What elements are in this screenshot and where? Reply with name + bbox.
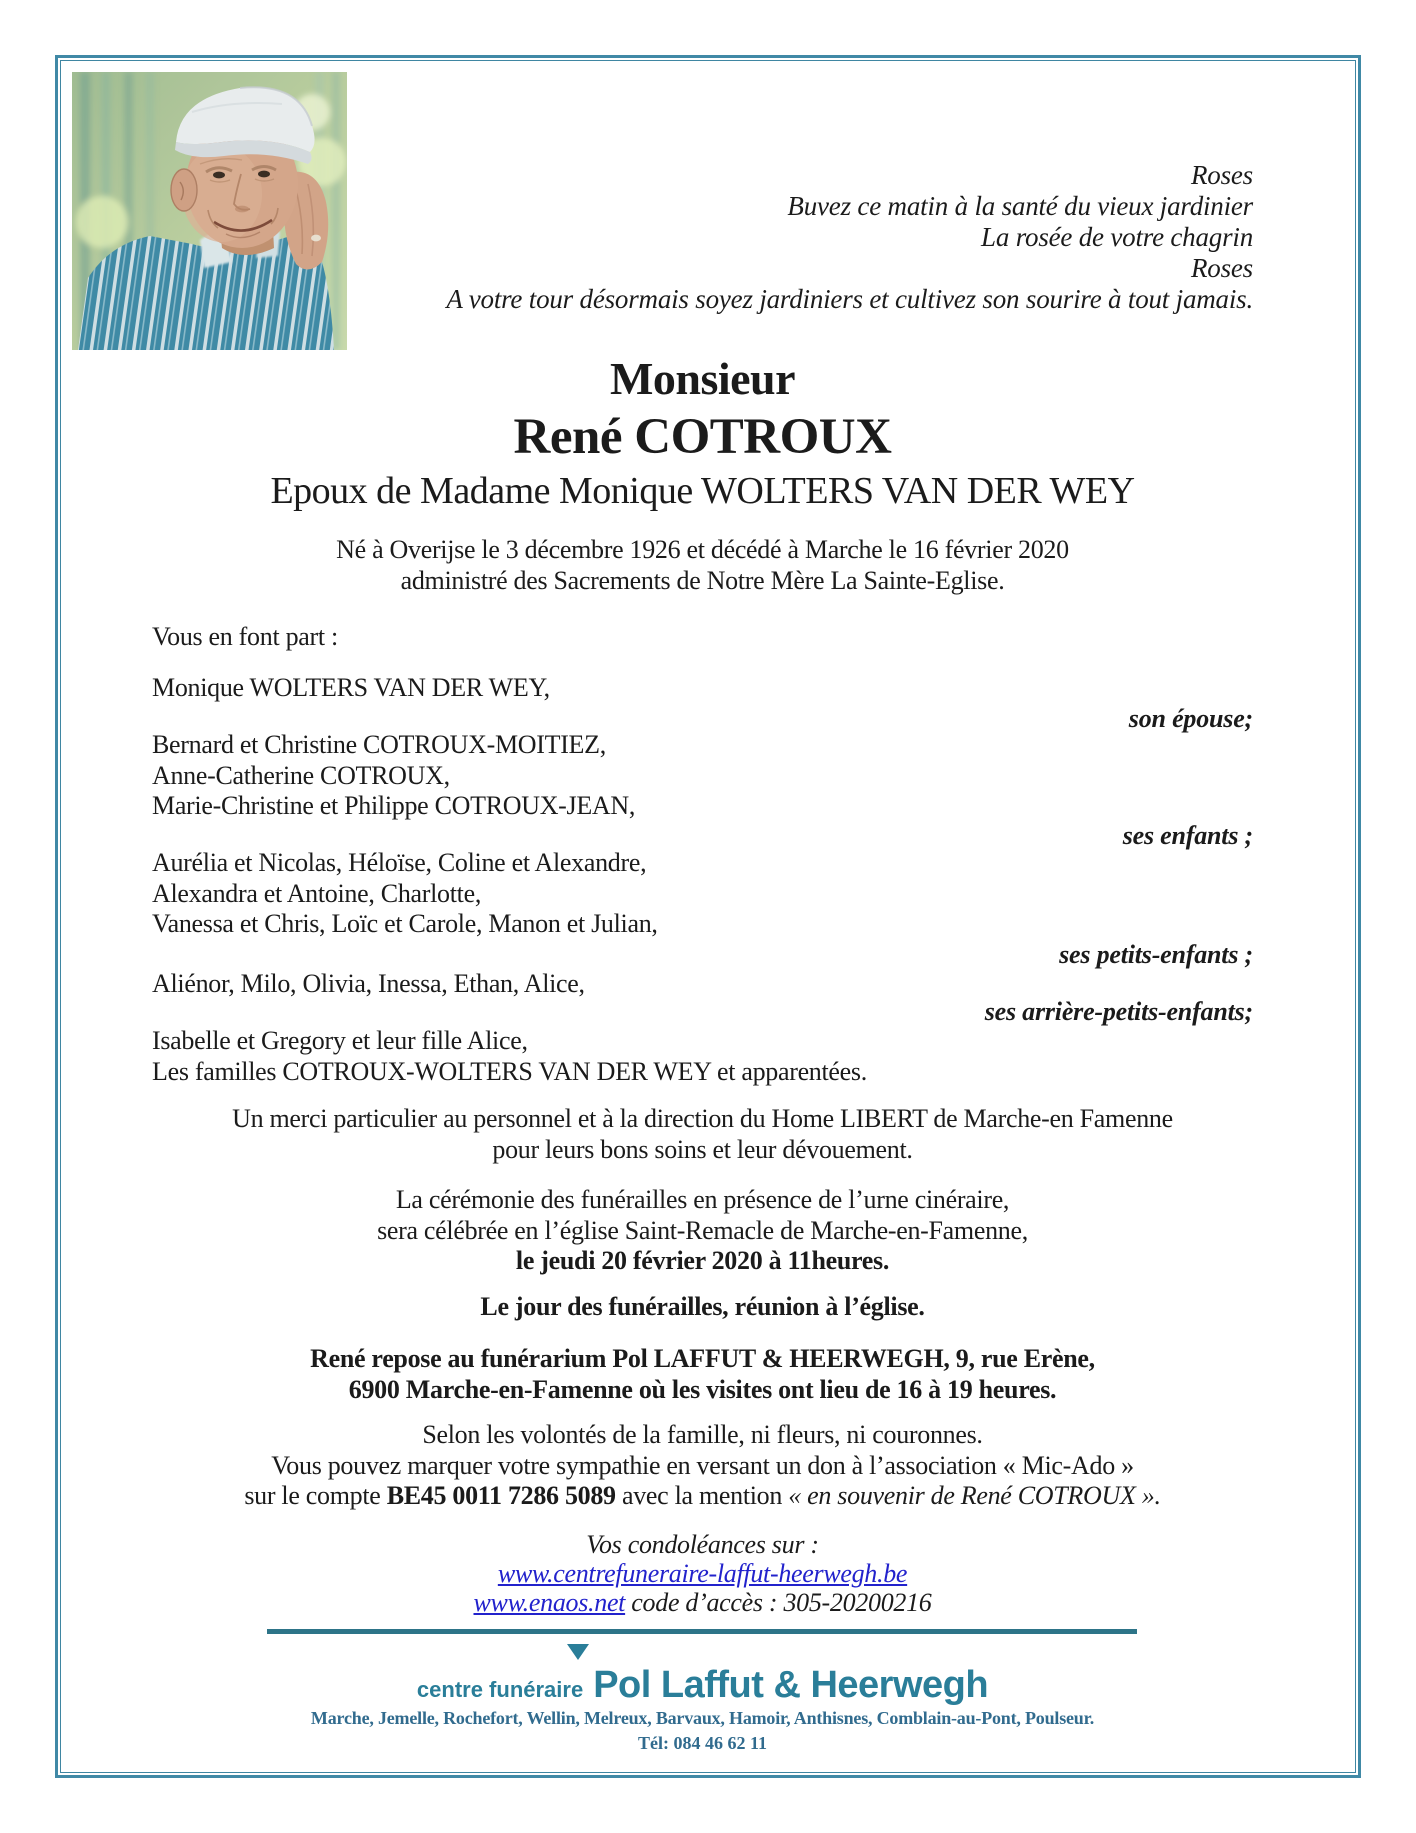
thanks-line: Un merci particulier au personnel et à la direction du Home LIBERT de Marche-en Famenne (232, 1104, 1173, 1133)
donation-prefix: sur le compte (244, 1481, 387, 1510)
family-name-line: Les familles COTROUX-WOLTERS VAN DER WEY et apparentées. (152, 1056, 867, 1086)
condolences-link-line (152, 1559, 1253, 1588)
reunion-line: Le jour des funérailles, réunion à l’église. (480, 1292, 925, 1321)
donation-middle: avec la mention (615, 1481, 789, 1510)
condolences-code-line (152, 1588, 1253, 1617)
logo-triangle-icon (567, 1644, 589, 1660)
family-children-label: ses enfants ; (1122, 821, 1253, 850)
family-greatgrandchildren-label: ses arrière-petits-enfants; (984, 997, 1253, 1026)
family-spouse-label: son épouse; (1128, 704, 1253, 733)
family-name-line: Marie-Christine et Philippe COTROUX-JEAN, (152, 791, 636, 820)
family-name-line: Vanessa et Chris, Loïc et Carole, Manon et Julian, (152, 909, 658, 938)
wishes-line: Selon les volontés de la famille, ni fleurs, ni couronnes. (422, 1420, 983, 1449)
family-name-line: Isabelle et Gregory et leur fille Alice, (152, 1026, 528, 1055)
document-content (152, 0, 1253, 1833)
family-greatgrandchildren-names: Aliénor, Milo, Olivia, Inessa, Ethan, Alice, (152, 969, 585, 998)
repose-line: 6900 Marche-en-Famenne où les visites ont lieu de 16 à 19 heures. (348, 1374, 1057, 1404)
poem-line: Buvez ce matin à la santé du vieux jardinier (787, 191, 1253, 221)
family-name-line: Bernard et Christine COTROUX-MOITIEZ, (152, 730, 606, 759)
donation-mention: « en souvenir de René COTROUX ». (788, 1481, 1161, 1510)
thanks-block (152, 1104, 1253, 1165)
deceased-title: Monsieur (609, 353, 796, 404)
family-name-line: Anne-Catherine COTROUX, (152, 760, 450, 790)
wishes-donation-line (152, 1481, 1253, 1512)
repose-block (152, 1344, 1253, 1405)
logo-brand-name: Pol Laffut & Heerwegh (593, 1664, 989, 1706)
intro-line: Vous en font part : (152, 622, 338, 651)
condolences-block (152, 1530, 1253, 1617)
poem (152, 160, 1253, 315)
thanks-line: pour leurs bons soins et leur dévouement. (492, 1134, 913, 1164)
birth-death-line: administré des Sacrements de Notre Mère La Sainte-Eglise. (400, 565, 1005, 595)
poem-line: Roses (1191, 160, 1253, 190)
family-spouse-name: Monique WOLTERS VAN DER WEY, (152, 673, 550, 702)
repose-line: René repose au funérarium Pol LAFFUT & HEERWEGH, 9, rue Erène, (310, 1344, 1095, 1373)
birth-death-block (152, 535, 1253, 596)
family-children-names (152, 730, 1253, 822)
footer-divider-rule (267, 1629, 1137, 1634)
family-grandchildren-names (152, 848, 1253, 940)
footer-phone-line: Tél: 084 46 62 11 (638, 1733, 767, 1753)
logo-small-text: centre funéraire (416, 1677, 584, 1702)
wishes-line: Vous pouvez marquer votre sympathie en versant un don à l’association « Mic-Ado » (271, 1450, 1134, 1480)
wishes-block (152, 1420, 1253, 1512)
poem-line: La rosée de votre chagrin (981, 222, 1253, 252)
family-name-line: Alexandra et Antoine, Charlotte, (152, 878, 482, 908)
ceremony-line: sera célébrée en l’église Saint-Remacle de Marche-en-Famenne, (377, 1215, 1028, 1245)
enaos-website-link[interactable]: www.enaos.net (473, 1588, 626, 1617)
donation-account-number: BE45 0011 7286 5089 (386, 1481, 616, 1510)
funeral-home-logo (152, 1664, 1253, 1707)
birth-death-line: Né à Overijse le 3 décembre 1926 et décédé à Marche le 16 février 2020 (336, 535, 1069, 564)
access-code-text: code d’accès : 305-20200216 (625, 1588, 932, 1617)
funeral-home-website-link[interactable]: www.centrefuneraire-laffut-heerwegh.be (497, 1559, 908, 1588)
ceremony-block (152, 1185, 1253, 1277)
footer-cities-line: Marche, Jemelle, Rochefort, Wellin, Melreux, Barvaux, Hamoir, Anthisnes, Comblain-au-Pont, Poulseur. (310, 1708, 1095, 1728)
ceremony-date-line: le jeudi 20 février 2020 à 11heures. (515, 1246, 890, 1275)
deceased-name: René COTROUX (513, 409, 892, 465)
family-name-line: Aurélia et Nicolas, Héloïse, Coline et Alexandre, (152, 848, 647, 877)
title-block (152, 350, 1253, 516)
condolences-heading: Vos condoléances sur : (586, 1530, 819, 1559)
poem-line: A votre tour désormais soyez jardiniers et cultivez son sourire à tout jamais. (446, 284, 1253, 314)
poem-line: Roses (1191, 253, 1253, 283)
family-other-names (152, 1026, 1253, 1087)
family-grandchildren-label: ses petits-enfants ; (1059, 940, 1253, 969)
ceremony-line: La cérémonie des funérailles en présence de l’urne cinéraire, (395, 1185, 1010, 1214)
spouse-line: Epoux de Madame Monique WOLTERS VAN DER WEY (270, 470, 1135, 512)
